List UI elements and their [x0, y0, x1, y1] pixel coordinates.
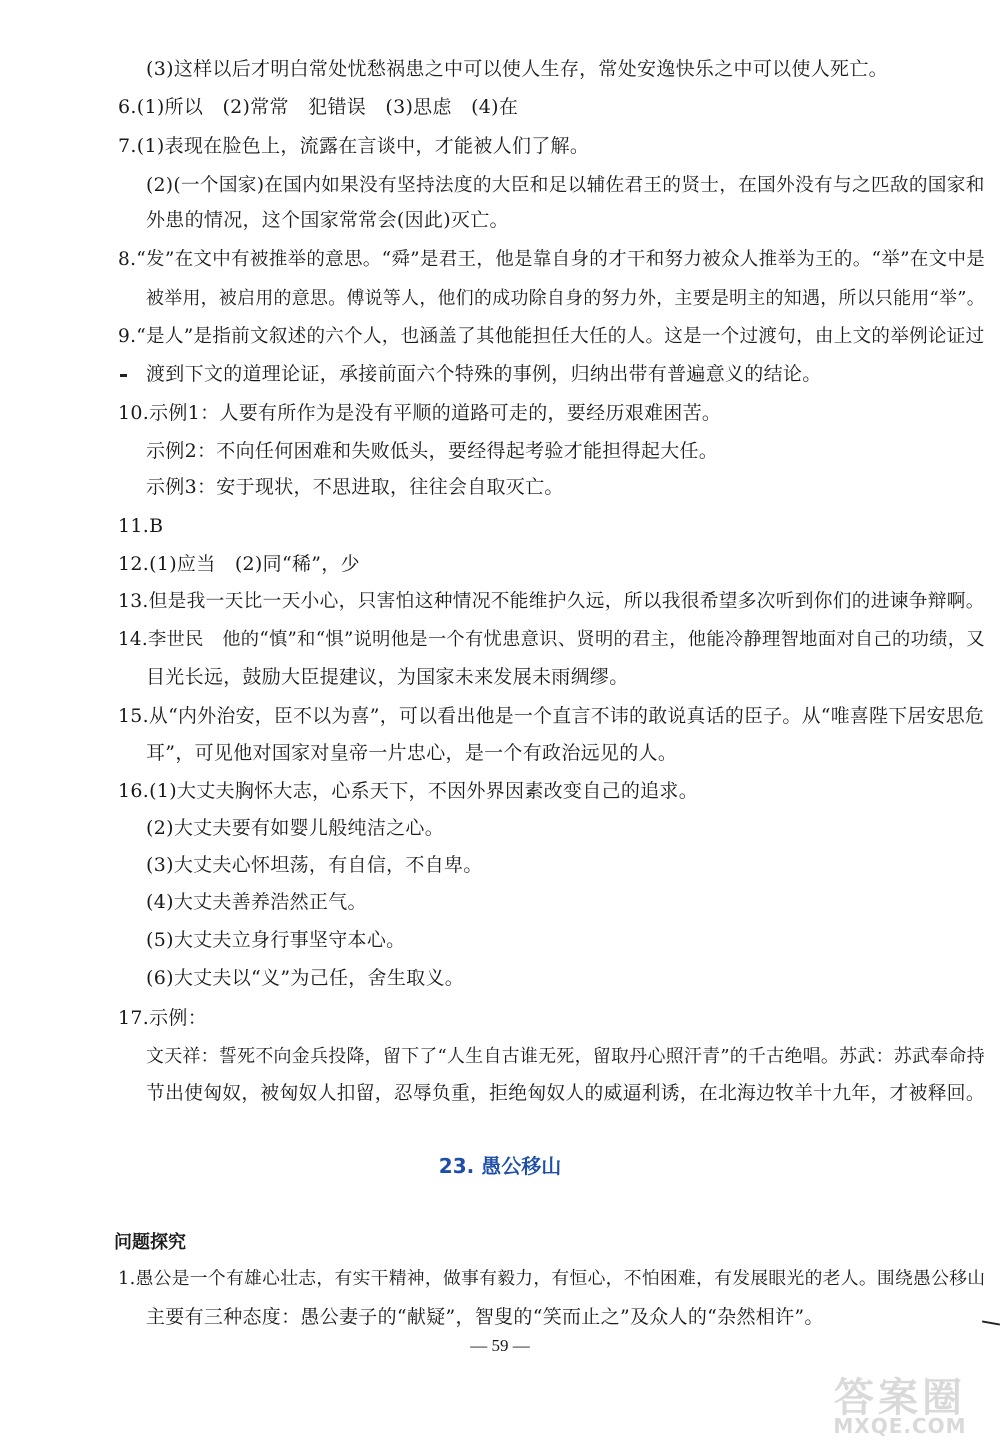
answer-line: 目光长远，鼓励大臣提建议，为国家未来发展未雨绸缪。: [146, 666, 629, 688]
answer-line: (6)大丈夫以“义”为己任，舍生取义。: [146, 967, 465, 989]
answer-line: 1.愚公是一个有雄心壮志，有实干精神，做事有毅力，有恒心，不怕困难，有发展眼光的老人。围绕愚公移山: [118, 1268, 986, 1289]
answer-line: 17.示例：: [118, 1007, 208, 1029]
answer-line: 16.(1)大丈夫胸怀大志，心系天下，不因外界因素改变自己的追求。: [118, 780, 699, 802]
answer-line: 7.(1)表现在脸色上，流露在言谈中，才能被人们了解。: [118, 135, 590, 157]
answer-line: 耳”，可见他对国家对皇帝一片忠心，是一个有政治远见的人。: [146, 742, 678, 764]
answer-line: 外患的情况，这个国家常常会(因此)灭亡。: [146, 209, 509, 231]
answer-line: (5)大丈夫立身行事坚守本心。: [146, 929, 406, 951]
answer-line: 9.“是人”是指前文叙述的六个人，也涵盖了其他能担任大任的人。这是一个过渡句，由上文的举例论证过: [118, 326, 985, 347]
stray-mark: [982, 1320, 1000, 1325]
answer-line: 节出使匈奴，被匈奴人扣留，忍辱负重，拒绝匈奴人的威逼利诱，在北海边牧羊十九年，才被释回。: [146, 1083, 985, 1104]
answer-line: 示例2：不向任何困难和失败低头，要经得起考验才能担得起大任。: [146, 440, 719, 462]
answer-line: 15.从“内外治安，臣不以为喜”，可以看出他是一个直言不讳的敢说真话的臣子。从“唯喜陛下居安思危: [118, 705, 985, 727]
answer-line: 13.但是我一天比一天小心，只害怕这种情况不能维护久远，所以我很希望多次听到你们的进谏争辩啊。: [118, 591, 985, 612]
answer-line: (4)大丈夫善养浩然正气。: [146, 891, 367, 913]
stray-mark: [120, 374, 127, 377]
answer-line: (3)这样以后才明白常处忧愁祸患之中可以使人生存，常处安逸快乐之中可以使人死亡。: [146, 58, 888, 80]
subheading: 问题探究: [114, 1232, 186, 1253]
answer-line: (2)(一个国家)在国内如果没有坚持法度的大臣和足以辅佐君王的贤士，在国外没有与之匹敌的国家和: [146, 175, 985, 196]
answer-line: (2)大丈夫要有如婴儿般纯洁之心。: [146, 817, 445, 839]
page-number: — 59 —: [470, 1336, 530, 1355]
answer-line: 示例3：安于现状，不思进取，往往会自取灭亡。: [146, 476, 564, 498]
answer-line: 10.示例1：人要有所作为是没有平顺的道路可走的，要经历艰难困苦。: [118, 402, 722, 424]
answer-line: 被举用，被启用的意思。傅说等人，他们的成功除自身的努力外，主要是明主的知遇，所以只能用“举”。: [146, 288, 985, 309]
watermark-title: 答案圈: [834, 1375, 966, 1421]
answer-line: 11.B: [118, 515, 164, 537]
answer-line: 8.“发”在文中有被推举的意思。“舜”是君王，他是靠自身的才干和努力被众人推举为王的。“举”在文中是: [118, 249, 986, 270]
answer-line: 12.(1)应当 (2)同“稀”，少: [118, 553, 360, 575]
watermark-logo: [810, 1366, 990, 1438]
watermark-url: MXQE.COM: [833, 1414, 967, 1438]
answer-line: 文天祥：誓死不向金兵投降，留下了“人生自古谁无死，留取丹心照汗青”的千古绝唱。苏武：苏武奉命持: [146, 1046, 985, 1067]
answer-line: 14.李世民 他的“慎”和“惧”说明他是一个有忧患意识、贤明的君主，他能冷静理智地面对自己的功绩，又: [118, 629, 985, 650]
answer-line: 主要有三种态度：愚公妻子的“献疑”，智叟的“笑而止之”及众人的“杂然相许”。: [146, 1306, 824, 1328]
answer-line: 渡到下文的道理论证，承接前面六个特殊的事例，归纳出带有普遍意义的结论。: [146, 363, 822, 385]
section-heading: 23. 愚公移山: [438, 1154, 562, 1178]
answer-line: (3)大丈夫心怀坦荡，有自信，不自卑。: [146, 854, 483, 876]
answer-line: 6.(1)所以 (2)常常 犯错误 (3)思虑 (4)在: [118, 96, 519, 118]
